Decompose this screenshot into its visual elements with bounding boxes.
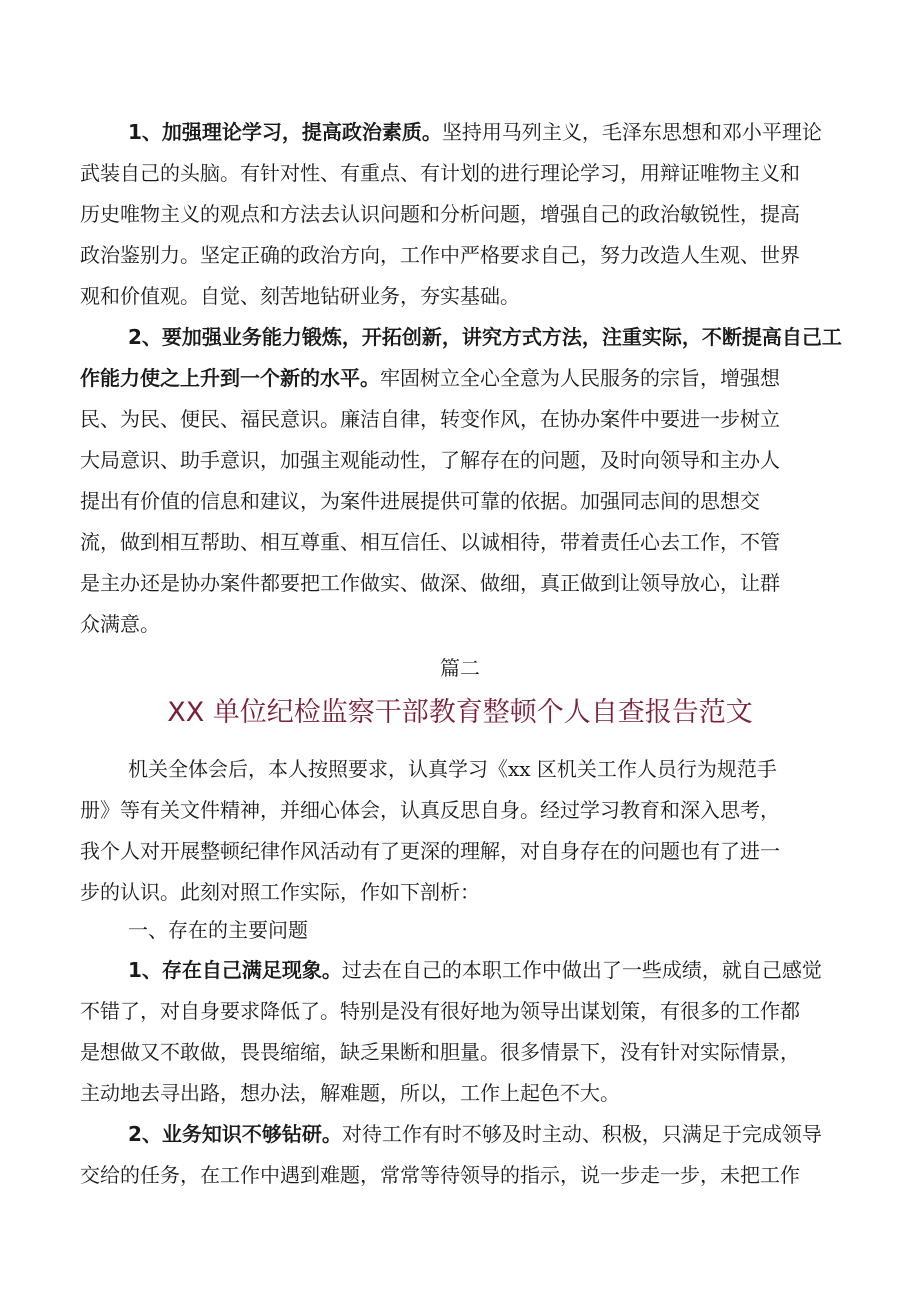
item1-line4: 政治鉴别力。坚定正确的政治方向，工作中严格要求自己，努力改造人生观、世界 bbox=[80, 243, 800, 267]
problem1-text: 过去在自己的本职工作中做出了一些成绩，就自己感觉 bbox=[341, 958, 822, 982]
intro-line1: 机关全体会后，本人按照要求，认真学习《xx 区机关工作人员行为规范手 bbox=[128, 757, 777, 781]
section-label: 篇二 bbox=[440, 656, 480, 680]
problem1-line2: 不错了，对自身要求降低了。特别是没有很好地为领导出谋划策，有很多的工作都 bbox=[80, 999, 800, 1023]
item2-lead-line2: 作能力使之上升到一个新的水平。 bbox=[80, 366, 380, 390]
document-title: XX 单位纪检监察干部教育整顿个人自查报告范文 bbox=[167, 697, 753, 728]
problem2-lead: 2、业务知识不够钻研。 bbox=[128, 1122, 342, 1146]
item1-line2: 武装自己的头脑。有针对性、有重点、有计划的进行理论学习，用辩证唯物主义和 bbox=[80, 161, 800, 185]
problem1-line4: 主动地去寻出路，想办法，解难题，所以，工作上起色不大。 bbox=[80, 1081, 620, 1105]
problem2-line2: 交给的任务，在工作中遇到难题，常常等待领导的指示，说一步走一步，未把工作 bbox=[80, 1163, 800, 1187]
item2-line7: 众满意。 bbox=[80, 612, 160, 636]
intro-line3: 我个人对开展整顿纪律作风活动有了更深的理解，对自身存在的问题也有了进一 bbox=[80, 839, 780, 863]
problem1-lead: 1、存在自己满足现象。 bbox=[128, 958, 342, 982]
item2-line2: 民、为民、便民、福民意识。廉洁自律，转变作风，在协办案件中要进一步树立 bbox=[80, 407, 780, 431]
item2-line5: 流，做到相互帮助、相互尊重、相互信任、以诚相待，带着责任心去工作，不管 bbox=[80, 530, 780, 554]
problem2-line1 bbox=[128, 1122, 822, 1146]
item1-line3: 历史唯物主义的观点和方法去认识问题和分析问题，增强自己的政治敏锐性，提高 bbox=[80, 202, 800, 226]
item2-line3: 大局意识、助手意识，加强主观能动性，了解存在的问题，及时向领导和主办人 bbox=[80, 448, 780, 472]
item1-text: 坚持用马列主义，毛泽东思想和邓小平理论 bbox=[441, 120, 822, 144]
problem1-line3: 是想做又不敢做，畏畏缩缩，缺乏果断和胆量。很多情景下，没有针对实际情景， bbox=[80, 1040, 800, 1064]
item2-line4: 提出有价值的信息和建议，为案件进展提供可靠的依据。加强同志间的思想交 bbox=[80, 489, 760, 513]
item2-line1 bbox=[80, 366, 780, 390]
item2-text: 牢固树立全心全意为人民服务的宗旨，增强想 bbox=[380, 366, 780, 390]
problem1-line1 bbox=[128, 958, 822, 982]
section-heading-problems: 一、存在的主要问题 bbox=[128, 918, 308, 942]
item1-line1 bbox=[128, 120, 822, 144]
item1-line5: 观和价值观。自觉、刻苦地钻研业务，夯实基础。 bbox=[80, 284, 520, 308]
intro-line4: 步的认识。此刻对照工作实际，作如下剖析： bbox=[80, 880, 480, 904]
item1-lead: 1、加强理论学习，提高政治素质。 bbox=[128, 120, 442, 144]
intro-line2: 册》等有关文件精神，并细心体会，认真反思自身。经过学习教育和深入思考， bbox=[80, 798, 780, 822]
item2-line6: 是主办还是协办案件都要把工作做实、做深、做细，真正做到让领导放心，让群 bbox=[80, 571, 780, 595]
problem2-text: 对待工作有时不够及时主动、积极，只满足于完成领导 bbox=[341, 1122, 822, 1146]
item2-lead-line1: 2、要加强业务能力锻炼，开拓创新，讲究方式方法，注重实际，不断提高自己工 bbox=[128, 325, 842, 349]
